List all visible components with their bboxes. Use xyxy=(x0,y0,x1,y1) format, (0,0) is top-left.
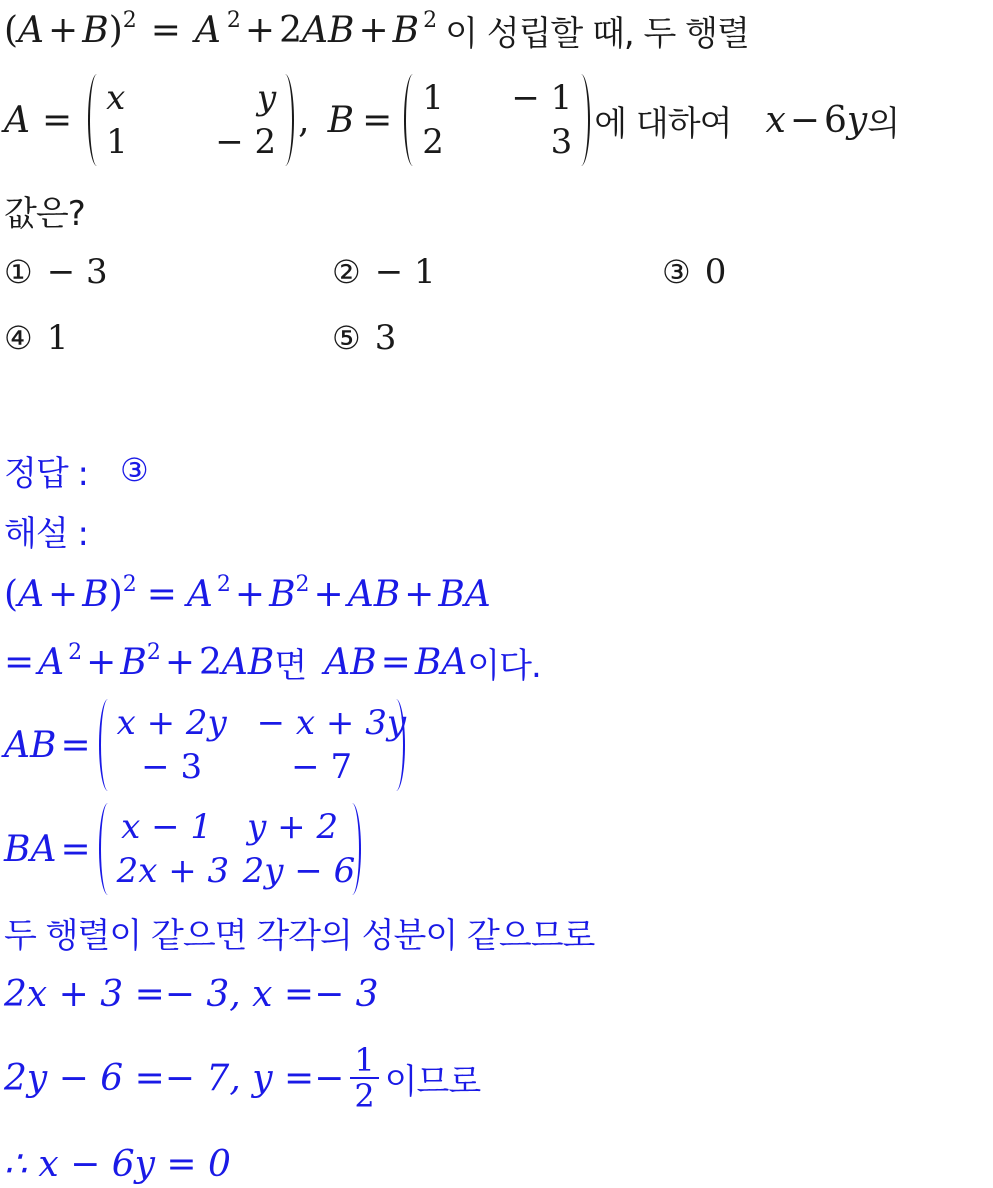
answer-line xyxy=(4,446,148,494)
matrix-ab xyxy=(99,699,405,791)
matrix-b-cell: 2 xyxy=(422,122,444,162)
choice-2[interactable] xyxy=(332,252,436,292)
explanation-sentence: 두 행렬이 같으면 각각의 성분이 같으므로 xyxy=(4,915,595,956)
matrix-a xyxy=(88,74,294,166)
explanation-y-end: 이므로 xyxy=(384,1061,481,1102)
explanation-ab-line: AB = x + 2y − x + 3y − 3 − 7 xyxy=(4,700,409,790)
matrix-a-cell: − 2 xyxy=(215,122,277,162)
choice-4[interactable] xyxy=(4,318,68,358)
explanation-sentence-line xyxy=(4,908,594,956)
explanation-label-line xyxy=(4,506,88,554)
explanation-line-2-end: 이다. xyxy=(467,645,541,686)
matrix-b-cell: 1 xyxy=(422,78,444,118)
fraction-denominator: 2 xyxy=(354,1077,375,1115)
question-line-3-text: 값은? xyxy=(4,193,85,234)
matrix-ba xyxy=(99,803,361,895)
explanation-label: 해설 : xyxy=(4,513,88,554)
matrix-a-cell: x xyxy=(106,78,126,118)
choice-1-value: − 3 xyxy=(46,252,108,292)
choice-5-mark: ⑤ xyxy=(332,319,361,357)
choice-5-value: 3 xyxy=(374,318,397,358)
matrix-ba-cell: 2x + 3 xyxy=(116,851,230,891)
explanation-x-line xyxy=(4,970,379,1018)
question-line-1: ( A + B ) $^2$ = A $^2$ + 2 AB + B $^2$ 이 성립할 때, 두 행렬 xyxy=(4,7,749,54)
answer-value: ③ xyxy=(119,451,148,489)
question-line-1-text: 이 성립할 때, 두 행렬 xyxy=(445,13,749,54)
explanation-x-equation: 2x + 3 =− 3, x =− 3 xyxy=(4,973,379,1015)
fraction-numerator: 1 xyxy=(350,1043,378,1079)
choice-3[interactable] xyxy=(662,252,726,292)
matrix-b xyxy=(404,74,590,166)
explanation-line-1: ( A + B ) $^2$ = A $^2$ + B $^2$ + AB + BA xyxy=(4,571,491,615)
question-line-2-end: 의 xyxy=(867,103,900,144)
choice-5[interactable] xyxy=(332,318,396,358)
explanation-conclusion-line xyxy=(4,1140,231,1188)
explanation-y-line xyxy=(4,1036,480,1120)
question-line-2: A = x y 1 − 2 , B = 1 − 1 2 3 에 대하여 x − 6 y 의 xyxy=(4,72,899,168)
answer-label: 정답 : xyxy=(4,453,88,494)
explanation-line-2: = A $^2$ + B $^2$ + 2 AB 면 AB = BA 이다. xyxy=(4,639,541,686)
matrix-ab-cell: − 3 xyxy=(141,747,203,787)
explanation-line-2-mid: 면 xyxy=(274,645,307,686)
fraction-one-half xyxy=(350,1043,378,1113)
matrix-ba-cell: 2y − 6 xyxy=(242,851,356,891)
choice-1[interactable] xyxy=(4,252,108,292)
choice-2-value: − 1 xyxy=(374,252,436,292)
choice-3-value: 0 xyxy=(704,252,727,292)
matrix-a-cell: 1 xyxy=(106,122,128,162)
explanation-y-equation: 2y − 6 =− 7, y =− xyxy=(4,1057,345,1099)
explanation-ba-line: BA = x − 1 y + 2 2x + 3 2y − 6 xyxy=(4,804,365,894)
question-line-2-text: 에 대하여 xyxy=(594,103,732,144)
choice-4-mark: ④ xyxy=(4,319,33,357)
choice-3-mark: ③ xyxy=(662,253,691,291)
choice-4-value: 1 xyxy=(46,318,69,358)
explanation-conclusion: ∴ x − 6y = 0 xyxy=(4,1143,231,1185)
matrix-a-cell: y xyxy=(256,78,277,118)
matrix-b-cell: − 1 xyxy=(511,78,573,118)
question-line-3 xyxy=(4,186,85,234)
choice-2-mark: ② xyxy=(332,253,361,291)
matrix-ab-cell: − x + 3y xyxy=(256,703,407,743)
matrix-ba-cell: y + 2 xyxy=(247,807,339,847)
matrix-ab-cell: x + 2y xyxy=(116,703,227,743)
matrix-ab-cell: − 7 xyxy=(291,747,353,787)
choice-1-mark: ① xyxy=(4,253,33,291)
matrix-b-cell: 3 xyxy=(550,122,573,162)
matrix-ba-cell: x − 1 xyxy=(121,807,213,847)
